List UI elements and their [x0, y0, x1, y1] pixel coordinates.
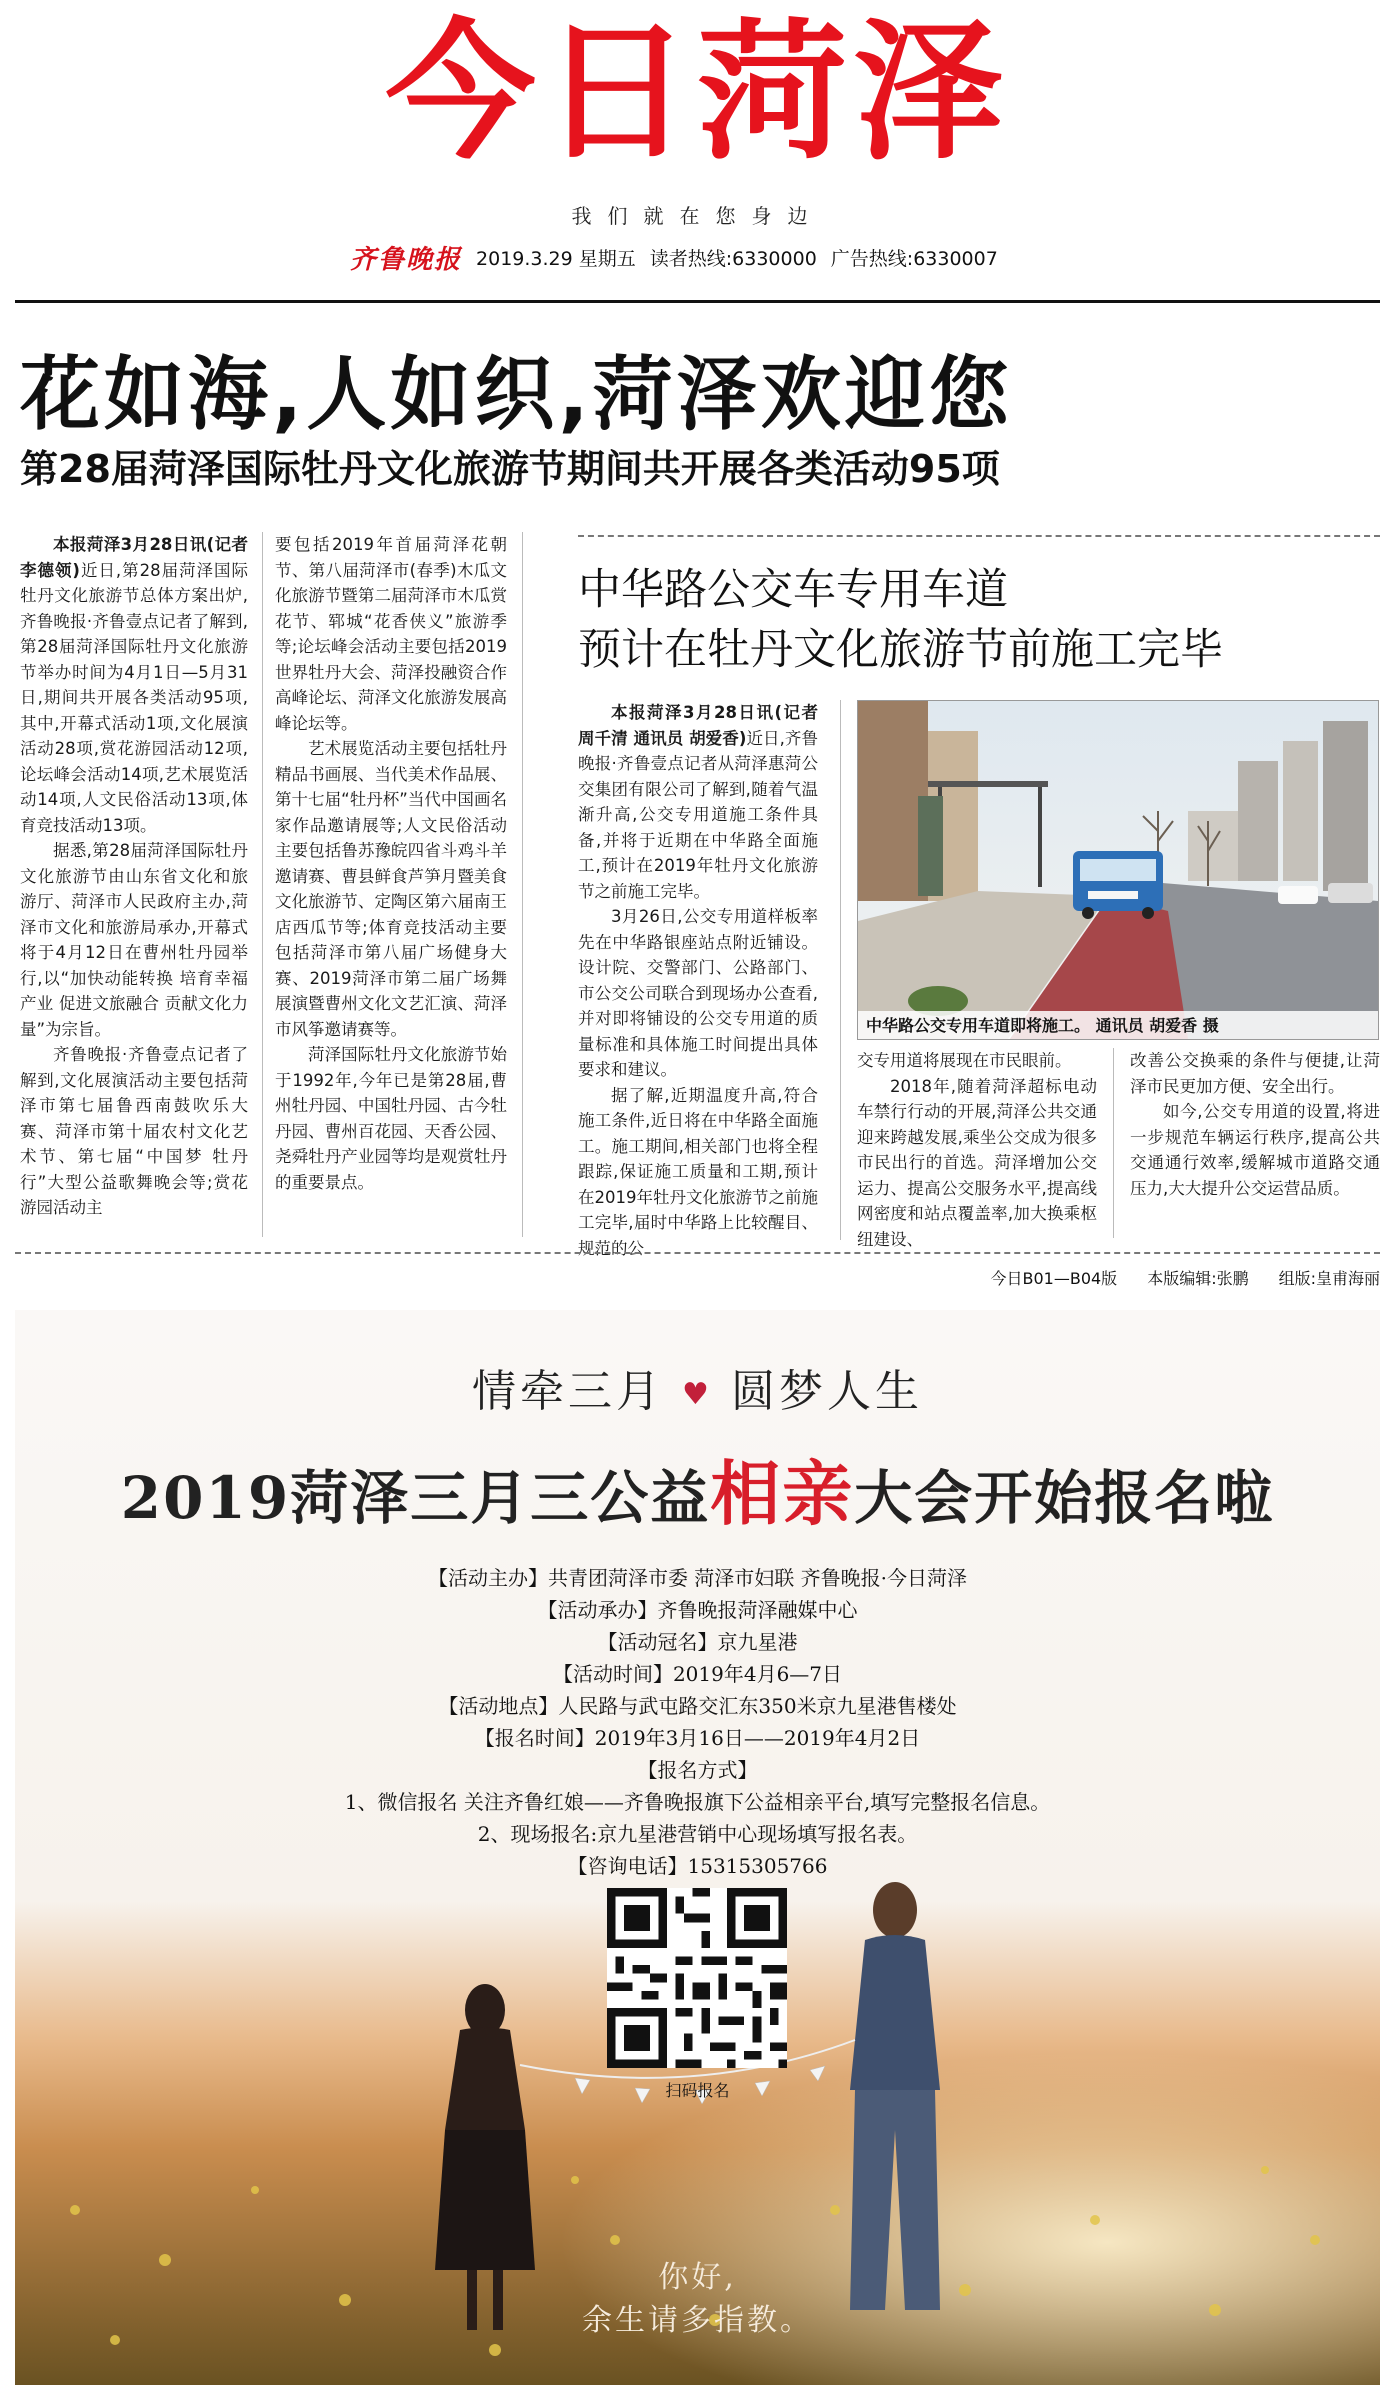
layout-label: 组版:皇甫海丽 [1278, 1269, 1380, 1288]
bus-lane-photo-illustration [858, 701, 1378, 1039]
article2-column-3: 改善公交换乘的条件与便捷,让菏泽市民更加方便、安全出行。 如今,公交专用道的设置,将进一步规范车辆运行秩序,提高公共交通通行效率,缓解城市道路交通压力,大大提升公交运营品质。 [1130, 1051, 1380, 1198]
ad-signup-time: 【报名时间】2019年3月16日——2019年4月2日 [474, 1726, 921, 1750]
main-headline: 花如海,人如织,菏泽欢迎您 [20, 348, 1013, 441]
editor-label: 本版编辑:张鹏 [1147, 1269, 1249, 1288]
ad-greeting-line-1: 你好, [658, 2260, 737, 2295]
ad-signup-method-2: 2、现场报名:京九星港营销中心现场填写报名表。 [477, 1822, 918, 1846]
main-subheadline: 第28届菏泽国际牡丹文化旅游节期间共开展各类活动95项 [20, 447, 1000, 491]
bus-lane-photo [857, 700, 1379, 1040]
column-divider [840, 700, 841, 1240]
article2-headline: 中华路公交车专用车道 预计在牡丹文化旅游节前施工完毕 [578, 565, 1223, 675]
column-divider [262, 532, 263, 1237]
ad-organizers: 【活动主办】共青团菏泽市委 菏泽市妇联 齐鲁晚报·今日菏泽 [427, 1566, 968, 1590]
ad-tagline: 情牵三月 ♥ 圆梦人生 [472, 1366, 923, 1417]
heart-icon: ♥ [682, 1377, 713, 1412]
article2-column-1: 本报菏泽3月28日讯(记者 周千清 通讯员 胡爱香)近日,齐鲁晚报·齐鲁壹点记者从菏泽惠菏公交集团有限公司了解到,随着气温渐升高,公交专用道施工条件具备,并将于近期在中华路全面施工,预计在2019年牡丹文化旅游节之前施工完毕。 3月26日,公交专用道样板率先在中华路银座站点附近铺设。设计院、交警部门、公路部门、市公交公司联合到现场办公查看,并对即将铺设的公交专用道的质量标准和具体施工时间提出具体要求和建议。 据了解,近期温度升高,符合施工条件,近日将在中华路全面施工。施工期间,相关部门也将全程跟踪,保证施工质量和工期,预计在2019年牡丹文化旅游节之前施工完毕,届时中华路上比较醒目、规范的公 [578, 703, 819, 1258]
ad-phone: 【咨询电话】15315305766 [567, 1854, 828, 1878]
reader-hotline: 读者热线:6330000 [649, 247, 817, 270]
column-divider [1113, 1048, 1114, 1238]
page-footer-rule [15, 1252, 1380, 1254]
byline: 本报菏泽3月28日讯(记者 周千清 通讯员 胡爱香) [578, 703, 818, 748]
ad-hotline: 广告热线:6330007 [830, 247, 998, 270]
article1-column-1: 本报菏泽3月28日讯(记者 李德领)近日,第28届菏泽国际牡丹文化旅游节总体方案出炉,齐鲁晚报·齐鲁壹点记者了解到,第28届菏泽国际牡丹文化旅游节举办时间为4月1日—5月31日,期间共开展各类活动95项,其中,开幕式活动1项,文化展演活动28项,赏花游园活动12项,论坛峰会活动14项,艺术展览活动14项,人文民俗活动13项,体育竞技活动13项。 据悉,第28届菏泽国际牡丹文化旅游节由山东省文化和旅游厅、菏泽市人民政府主办,菏泽市文化和旅游局承办,开幕式将于4月12日在曹州牡丹园举行,以“加快动能转换 培育幸福产业 促进文旅融合 贡献文化力量”为宗旨。 齐鲁晚报·齐鲁壹点记者了解到,文化展演活动主要包括菏泽市第七届鲁西南鼓吹乐大赛、菏泽市第十届农村文化艺术节、第七届“中国梦 牡丹行”大型公益歌舞晚会等;赏花游园活动主 [20, 535, 248, 1217]
edition-label: 今日B01—B04版 [990, 1269, 1118, 1288]
ad-title: 2019菏泽三月三公益相亲大会开始报名啦 [120, 1452, 1275, 1535]
photo-caption: 中华路公交专用车道即将施工。 通讯员 胡爱香 摄 [866, 1016, 1219, 1035]
ad-sponsor: 【活动冠名】京九星港 [597, 1630, 798, 1654]
byline: 本报菏泽3月28日讯(记者 李德领) [20, 535, 248, 580]
masthead-divider [15, 300, 1380, 303]
brand-logo-text: 齐鲁晚报 [350, 244, 463, 275]
ad-event-time: 【活动时间】2019年4月6—7日 [552, 1662, 843, 1686]
article1-column-2: 要包括2019年首届菏泽花朝节、第八届菏泽市(春季)木瓜文化旅游节暨第二届菏泽市木瓜赏花节、郓城“花香侠义”旅游季等;论坛峰会活动主要包括2019世界牡丹大会、菏泽投融资合作高峰论坛、菏泽文化旅游发展高峰论坛等。 艺术展览活动主要包括牡丹精品书画展、当代美术作品展、第十七届“牡丹杯”当代中国画名家作品邀请展等;人文民俗活动主要包括鲁苏豫皖四省斗鸡斗羊邀请赛、曹县鲜食芦笋月暨美食文化旅游节、定陶区第六届南王店西瓜节等;体育竞技活动主要包括菏泽市第八届广场健身大赛、2019菏泽市第二届广场舞展演暨曹州文化文艺汇演、菏泽市风筝邀请赛等。 菏泽国际牡丹文化旅游节始于1992年,今年已是第28届,曹州牡丹园、中国牡丹园、古今牡丹园、曹州百花园、天香公园、尧舜牡丹产业园等均是观赏牡丹的重要景点。 [275, 535, 507, 1192]
masthead-slogan: 我们就在您身边 [571, 204, 824, 228]
issue-date: 2019.3.29 星期五 [476, 247, 636, 270]
newspaper-masthead-title: 今日菏泽 [385, 6, 1010, 180]
article2-column-2: 交专用道将展现在市民眼前。 2018年,随着菏泽超标电动车禁行行动的开展,菏泽公共交通迎来跨越发展,乘坐公交成为很多市民出行的首选。菏泽增加公交运力、提高公交服务水平,提高线网密度和站点覆盖率,加大换乘枢纽建设、 [857, 1051, 1097, 1249]
ad-event-place: 【活动地点】人民路与武屯路交汇东350米京九星港售楼处 [438, 1694, 957, 1718]
qr-code-icon [607, 1888, 787, 2068]
article2-top-rule [578, 535, 1380, 537]
matchmaking-event-advertisement [15, 1310, 1380, 2385]
ad-signup-method-1: 1、微信报名 关注齐鲁红娘——齐鲁晚报旗下公益相亲平台,填写完整报名信息。 [344, 1790, 1051, 1814]
ad-undertaker: 【活动承办】齐鲁晚报菏泽融媒中心 [537, 1598, 858, 1622]
masthead-info-bar [350, 240, 1070, 274]
column-divider [522, 532, 523, 1237]
qr-label: 扫码报名 [665, 2081, 730, 2100]
page-footer [985, 1266, 1380, 1289]
ad-greeting-line-2: 余生请多指教。 [582, 2303, 813, 2338]
ad-title-highlight: 相亲 [710, 1452, 855, 1535]
ad-signup-method-title: 【报名方式】 [637, 1758, 758, 1782]
qr-code[interactable] [607, 1888, 787, 2068]
